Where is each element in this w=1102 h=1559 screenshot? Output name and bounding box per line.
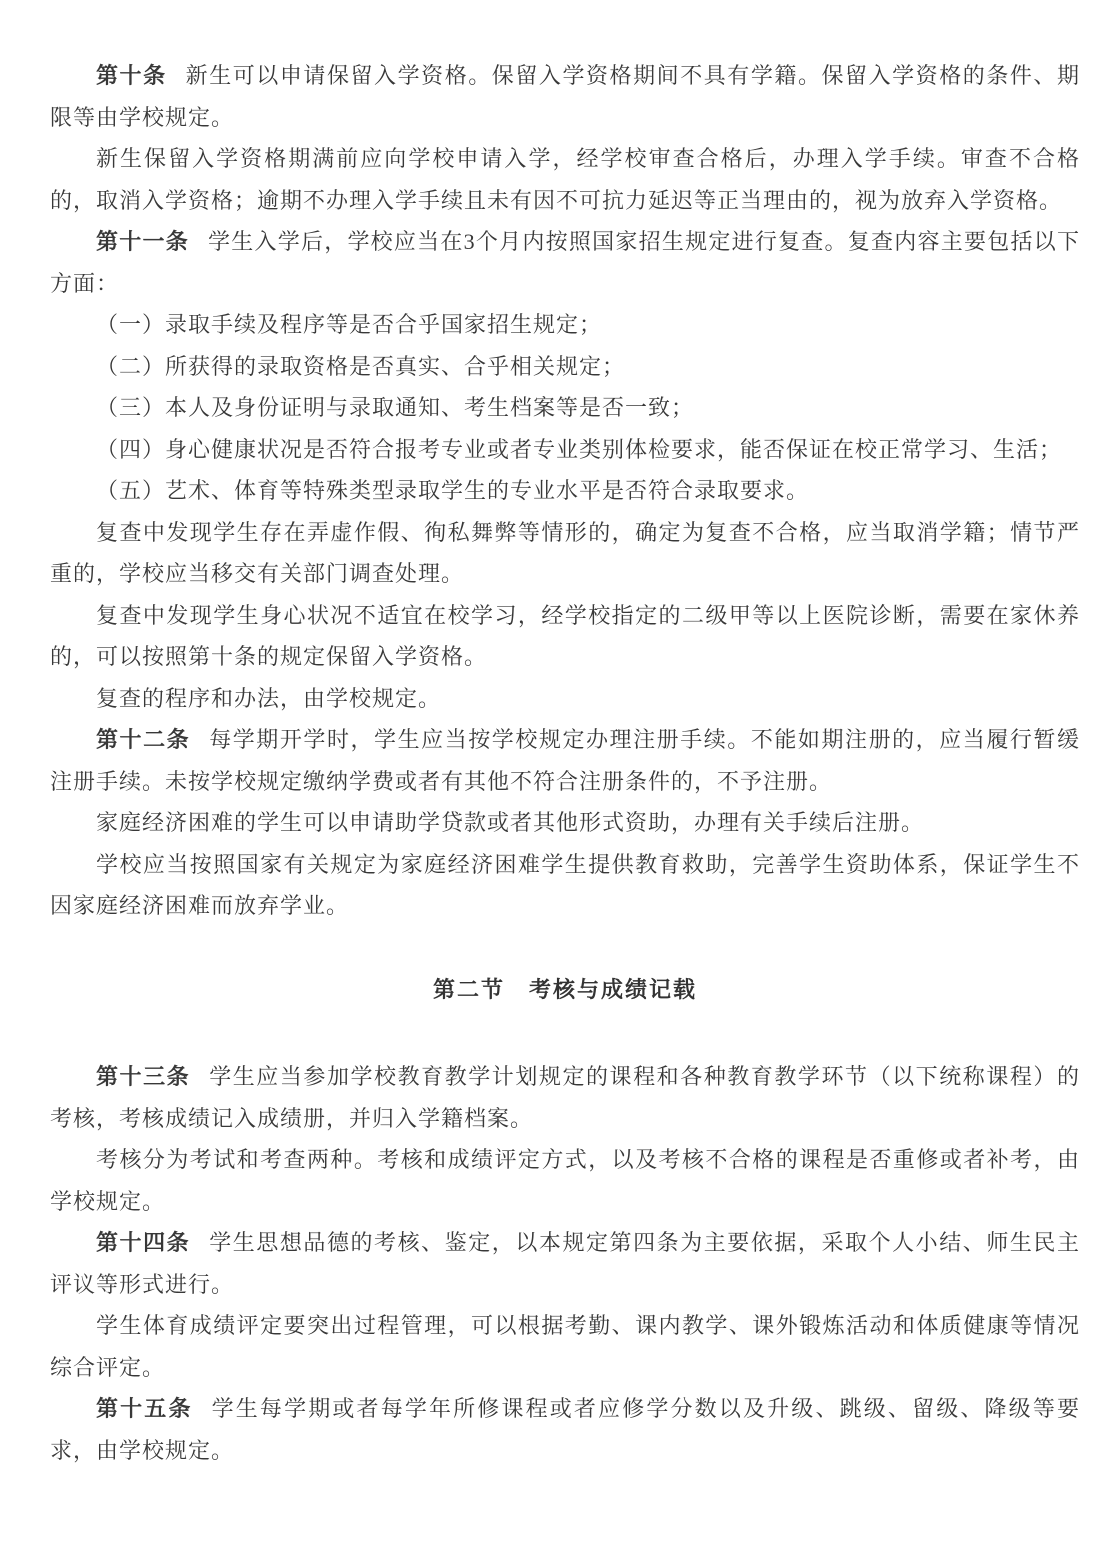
article-paragraph: [50, 719, 1080, 802]
document-body: [50, 55, 1080, 1471]
article-paragraph: [50, 221, 1080, 304]
paragraph-text: 新生可以申请保留入学资格。保留入学资格期间不具有学籍。保留入学资格的条件、期限等由学校规定。: [50, 63, 1080, 130]
article-paragraph: [50, 55, 1080, 138]
paragraph-text: 学生应当参加学校教育教学计划规定的课程和各种教育教学环节（以下统称课程）的考核，考核成绩记入成绩册，并归入学籍档案。: [50, 1064, 1080, 1131]
article-number: 第十条: [96, 63, 167, 88]
article-paragraph: [50, 1222, 1080, 1305]
article-number: 第十三条: [96, 1064, 191, 1089]
article-number: 第十一条: [96, 229, 189, 254]
article-number: 第十五条: [96, 1396, 193, 1421]
body-paragraph: 新生保留入学资格期满前应向学校申请入学，经学校审查合格后，办理入学手续。审查不合格的，取消入学资格；逾期不办理入学手续且未有因不可抗力延迟等正当理由的，视为放弃入学资格。: [50, 146, 1080, 213]
body-paragraph: （三）本人及身份证明与录取通知、考生档案等是否一致；: [96, 395, 695, 420]
paragraph-text: 学生思想品德的考核、鉴定，以本规定第四条为主要依据，采取个人小结、师生民主评议等形式进行。: [50, 1230, 1080, 1297]
article-number: 第十二条: [96, 727, 191, 752]
body-paragraph: 学校应当按照国家有关规定为家庭经济困难学生提供教育救助，完善学生资助体系，保证学生不因家庭经济困难而放弃学业。: [50, 851, 1080, 918]
article-number: 第十四条: [96, 1230, 191, 1255]
section-heading: 第二节 考核与成绩记载: [432, 976, 697, 1002]
article-paragraph: [50, 1388, 1080, 1471]
body-paragraph: 复查中发现学生身心状况不适宜在校学习，经学校指定的二级甲等以上医院诊断，需要在家休养的，可以按照第十条的规定保留入学资格。: [50, 602, 1080, 669]
body-paragraph: 考核分为考试和考查两种。考核和成绩评定方式，以及考核不合格的课程是否重修或者补考，由学校规定。: [50, 1147, 1080, 1214]
body-paragraph: 复查中发现学生存在弄虚作假、徇私舞弊等情形的，确定为复查不合格，应当取消学籍；情节严重的，学校应当移交有关部门调查处理。: [50, 519, 1080, 586]
paragraph-text: 学生入学后，学校应当在3个月内按照国家招生规定进行复查。复查内容主要包括以下方面：: [50, 229, 1080, 296]
paragraph-text: 每学期开学时，学生应当按学校规定办理注册手续。不能如期注册的，应当履行暂缓注册手续。未按学校规定缴纳学费或者有其他不符合注册条件的，不予注册。: [50, 727, 1080, 794]
body-paragraph: 家庭经济困难的学生可以申请助学贷款或者其他形式资助，办理有关手续后注册。: [96, 810, 925, 835]
body-paragraph: 学生体育成绩评定要突出过程管理，可以根据考勤、课内教学、课外锻炼活动和体质健康等情况综合评定。: [50, 1313, 1080, 1380]
body-paragraph: （四）身心健康状况是否符合报考专业或者专业类别体检要求，能否保证在校正常学习、生活；: [96, 436, 1063, 462]
body-paragraph: 复查的程序和办法，由学校规定。: [96, 685, 442, 711]
body-paragraph: （二）所获得的录取资格是否真实、合乎相关规定；: [96, 353, 626, 379]
body-paragraph: （一）录取手续及程序等是否合乎国家招生规定；: [96, 312, 603, 337]
body-paragraph: （五）艺术、体育等特殊类型录取学生的专业水平是否符合录取要求。: [96, 478, 810, 503]
article-paragraph: [50, 1056, 1080, 1139]
paragraph-text: 学生每学期或者每学年所修课程或者应修学分数以及升级、跳级、留级、降级等要求，由学校规定。: [50, 1396, 1080, 1463]
